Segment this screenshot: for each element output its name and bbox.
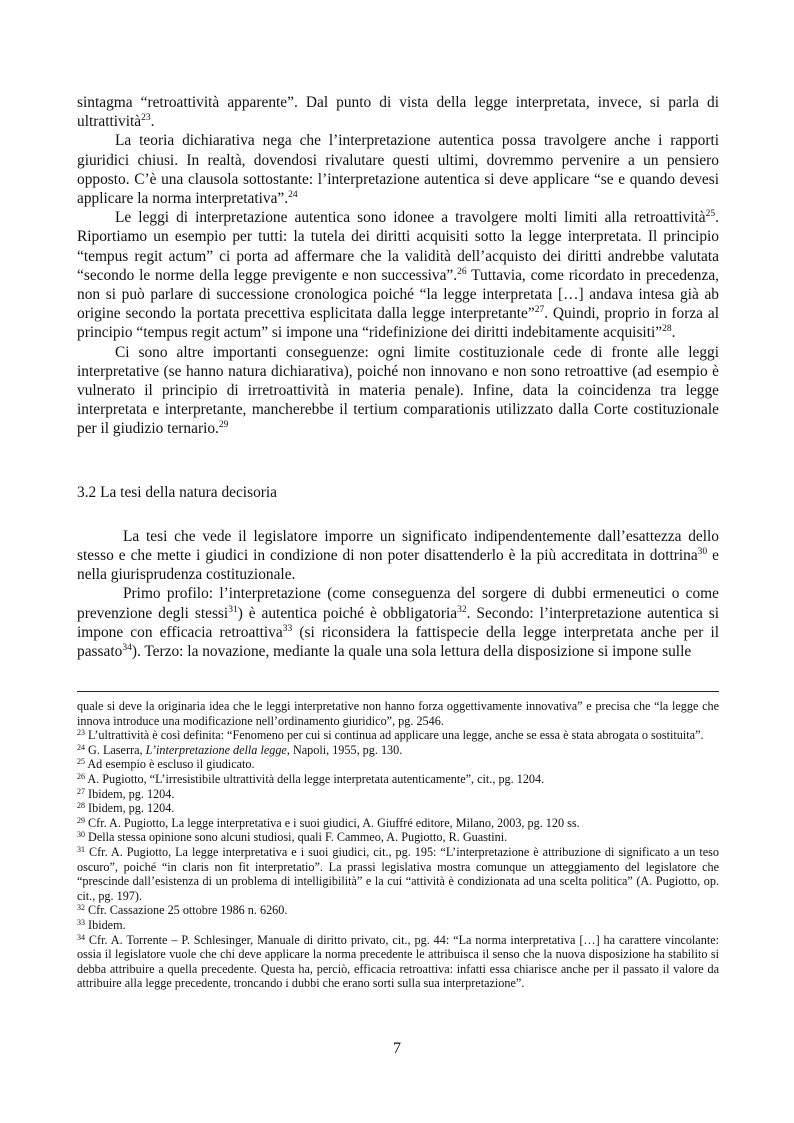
paragraph-text: . [671,324,676,342]
paragraph [77,527,719,585]
footnote-ref[interactable]: 26 [457,266,467,277]
footnote-text: G. Laserra, [85,742,146,757]
paragraph-text: (si riconsidera la fattispecie della legge interpretata anche per il passato [77,623,719,661]
footnote-29 [77,816,719,831]
paragraph-text: La tesi che vede il legislatore imporre un significato indipendentemente dall’esattezza dello stesso e che mette i giudici in condizione di non poter disattenderlo è la più accreditata in dottrina [77,527,719,565]
footnote-ref[interactable]: 24 [288,190,298,201]
paragraph-text: . [150,113,155,131]
footnote-ref[interactable]: 28 [662,324,672,335]
footnote-ref[interactable]: 29 [218,420,229,431]
paragraph-text: ). Terzo: la novazione, mediante la quale una sola lettura della disposizione si impone sulle [131,643,692,661]
footnote-number: 27 [77,786,85,796]
footnote-27 [77,787,719,802]
footnote-25 [77,757,719,772]
footnote-number: 26 [77,771,85,781]
paragraph-text: . Riportiamo un esempio per tutti: la tutela dei diritti acquisiti sotto la legge interpretata. Il principio “tempus regit actum” ci porta ad affermare che la validità dell’acquisto dei diritti andrebbe valutata “secondo le norme della legge previgente e non successiva”. [77,209,719,284]
footnote-text: , Napoli, 1955, pg. 130. [286,742,403,757]
footnote-ref[interactable]: 30 [697,547,708,558]
footnote-text: Cfr. A. Pugiotto, La legge interpretativa e i suoi giudici, A. Giuffré editore, Milano, 2003, pg. 120 ss. [85,815,580,830]
paragraph-text: ) è autentica poiché è obbligatoria [237,604,458,622]
paragraph-text: Primo profilo: l’interpretazione (come conseguenza del sorgere di dubbi ermeneutici o come prevenzione degli stessi [77,585,719,622]
footnote-ref[interactable]: 31 [228,604,238,615]
paragraph-text: . Quindi, proprio in forza al principio “tempus regit actum” si impone una “ridefinizione dei diritti indebitamente acquisiti” [77,305,719,342]
footnote-ref[interactable]: 32 [457,604,467,615]
footnote-33 [77,918,719,933]
footnotes [77,691,719,991]
paragraph-text: Ci sono altre importanti conseguenze: ogni limite costituzionale cede di fronte alle leggi interpretative (se hanno natura dichiarativa), poiché non innovano e non sono retroattive (ad esempio è vulnerato il principio di irretroattività in materia penale). Infine, data la coincidenza tra legge interpretata e interpretante, mancherebbe il tertium comparationis utilizzato dalla Corte costituzionale per il giudizio ternario. [77,343,719,438]
footnote-book-title: L’interpretazione della legge [145,742,287,757]
footnote-text: Della stessa opinione sono alcuni studiosi, quali F. Cammeo, A. Pugiotto, R. Guastini. [85,830,508,845]
footnote-text: Cfr. A. Torrente – P. Schlesinger, Manuale di diritto privato, cit., pg. 44: “La norma interpretativa […] ha carattere vincolante: ossia il legislatore vuole che chi deve applicare la norma precedente le attribuisca il senso che la nuova disposizione ha stabilito si debba attribuire a quella precedente. Questa ha, perciò, efficacia retroattiva: infatti essa chiarisce anche per il passato il valore da attribuire alla legge precedente, troncando i dubbi che erano sorti sulla sua interpretazione”. [77,932,719,991]
paragraph [77,343,719,439]
footnote-number: 34 [77,932,85,942]
paragraph-text: La teoria dichiarativa nega che l’interpretazione autentica possa travolgere anche i rapporti giuridici chiusi. In realtà, dovendosi rivalutare questi ultimi, dovremmo pervenire a un pensiero opposto. C’è una clausola sottostante: l’interpretazione autentica si deve applicare “se e quando devesi applicare la norma interpretativa”. [77,132,719,208]
footnote-31 [77,845,719,903]
footnote-number: 32 [77,903,85,913]
footnote-text: L’ultrattività è così definita: “Fenomeno per cui si continua ad applicare una legge, anche se essa è stata abrogata o sostituita”. [85,728,704,743]
paragraph-text: . Secondo: l’interpretazione autentica si impone con efficacia retroattiva [77,604,719,641]
footnote-divider [77,691,719,692]
paragraph [77,93,719,131]
footnote-text: Ibidem. [85,917,126,932]
footnote-text: Cfr. A. Pugiotto, La legge interpretativa e i suoi giudici, cit., pg. 195: “L’interpretazione è attribuzione di significato a un teso oscuro”, poiché “in claris non fit interpretatio”. La prassi legislativa mostra comunque un atteggiamento del legislatore che “prescinde dall’esistenza di un problema di intelligibilità” e la cui “attività è condizionata ad una scelta politica” (A. Pugiotto, op. cit., pg. 197). [77,844,719,903]
footnote-number: 25 [77,757,85,767]
footnote-30 [77,830,719,845]
paragraph [77,131,719,208]
section-heading: 3.2 La tesi della natura decisoria [77,483,277,501]
paragraph-text: sintagma “retroattività apparente”. Dal punto di vista della legge interpretata, invece, si parla di ultrattività [77,94,719,131]
paragraph [77,584,719,661]
footnote-26 [77,772,719,787]
footnote-ref[interactable]: 25 [705,209,716,220]
footnote-number: 28 [77,801,85,811]
paragraph-text: Le leggi di interpretazione autentica sono idonee a travolgere molti limiti alla retroattività [115,209,706,227]
footnote-ref[interactable]: 23 [141,113,151,124]
footnote-ref[interactable]: 34 [122,643,132,654]
footnote-text: Ibidem, pg. 1204. [85,801,175,816]
footnote-32 [77,903,719,918]
footnote-text: Ibidem, pg. 1204. [85,786,175,801]
footnote-24 [77,743,719,758]
paragraph-text: e nella giurisprudenza costituzionale. [77,547,719,584]
footnote-number: 23 [77,728,85,738]
footnote-28 [77,801,719,816]
footnote-number: 29 [77,815,85,825]
footnote-text: Ad esempio è escluso il giudicato. [85,757,255,772]
footnote-23 [77,728,719,743]
footnote-34 [77,933,719,991]
main-text [77,93,719,661]
footnote-ref[interactable]: 27 [534,305,545,316]
footnote-number: 33 [77,917,85,927]
footnote-ref[interactable]: 33 [282,623,293,634]
paragraph-text: Tuttavia, come ricordato in precedenza, non si può parlare di successione cronologica poiché “la legge interpretata […] andava intesa già ab origine secondo la portata precettiva esplicitata dalla legge interpretante” [77,266,720,323]
footnote-number: 31 [77,844,85,854]
footnote-text: Cfr. Cassazione 25 ottobre 1986 n. 6260. [85,903,288,918]
paragraph [77,208,719,342]
footnote-number: 24 [77,742,85,752]
footnote-continuation: quale si deve la originaria idea che le leggi interpretative non hanno forza oggettivamente innovativa” e precisa che “la legge che innova introduce una modificazione nell’ordinamento giuridico”, pg. 2546. [77,699,719,728]
footnote-text: A. Pugiotto, “L’irresistibile ultrattività della legge interpretata autenticamente”, cit., pg. 1204. [85,771,545,786]
page-number: 7 [393,1040,401,1057]
footnote-number: 30 [77,830,85,840]
